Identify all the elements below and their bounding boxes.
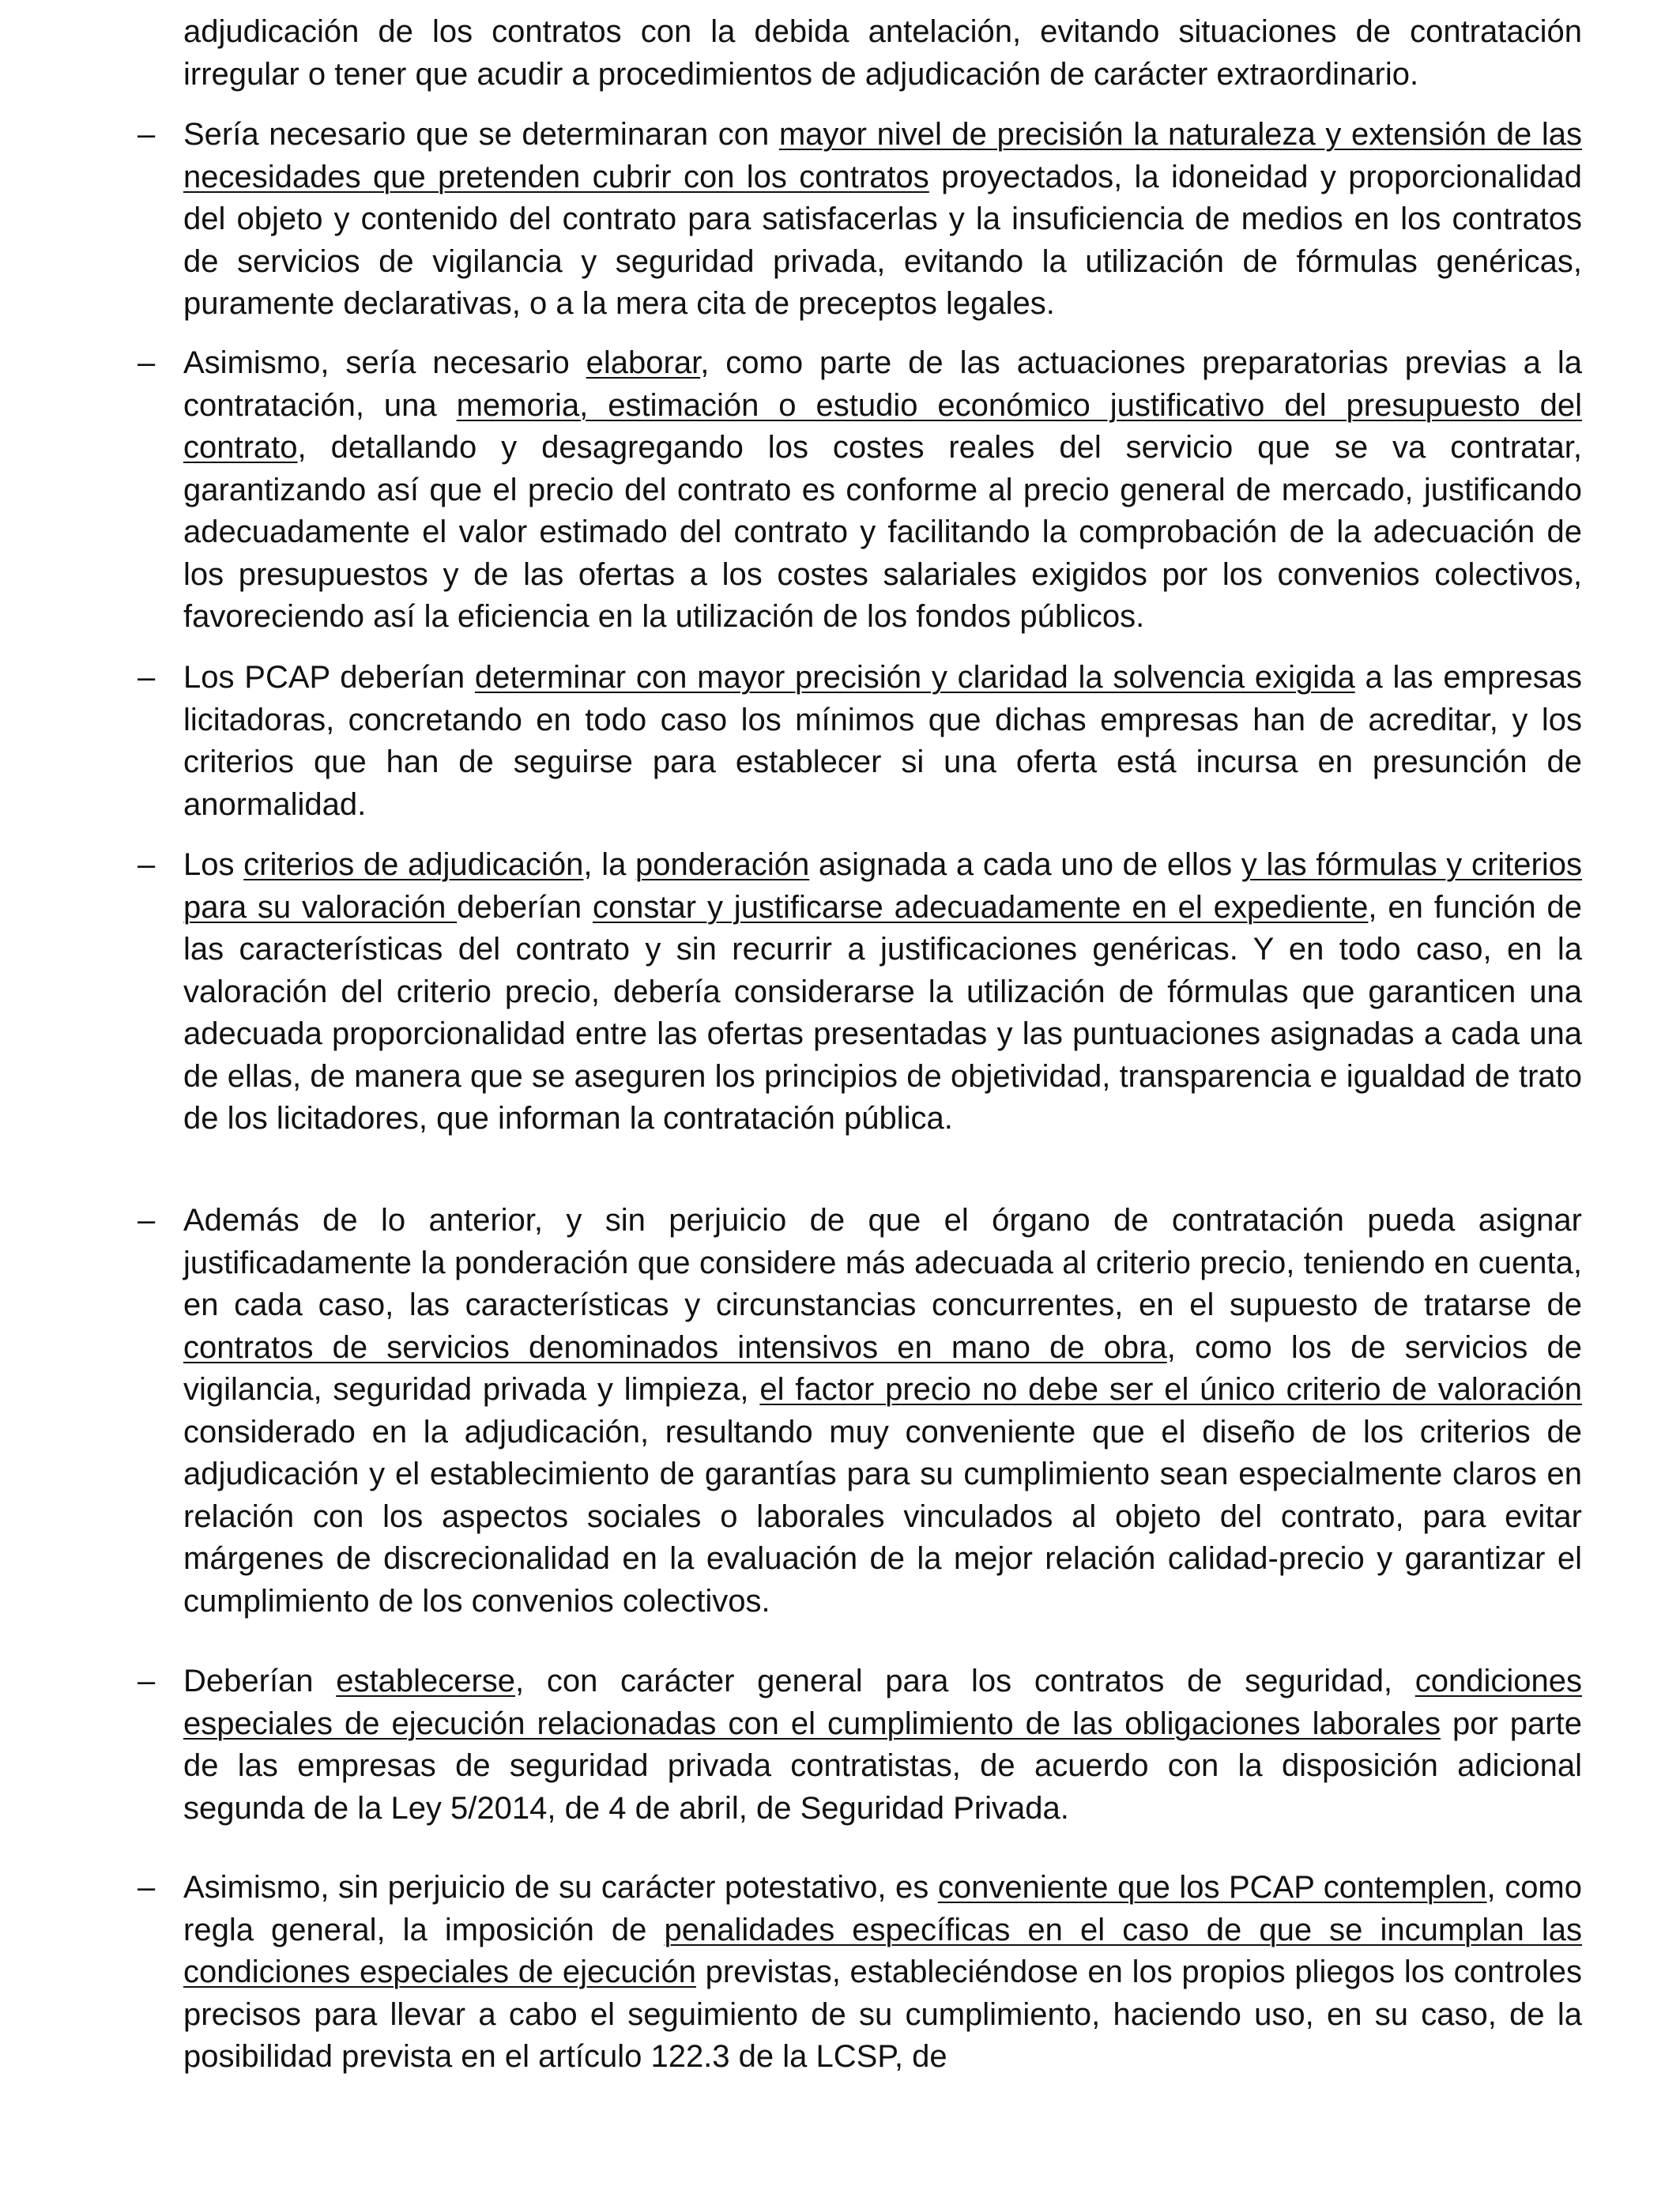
- paragraph-text: , como regla general, la imposición de: [183, 1870, 1583, 1947]
- underlined-text: condiciones especiales de ejecución relacionadas con el cumplimiento de las obligaciones laborales: [183, 1664, 1582, 1741]
- paragraph-text: , detallando y desagregando los costes reales del servicio que se va contratar, garantizando así que el precio del contrato es conforme al precio general de mercado, justificando adecuadamente el valor estimado del contrato y facilitando la comprobación de la adecuación de los presupuestos y de las ofertas a los costes salariales exigidos por los convenios colectivos, favoreciendo así la eficiencia en la utilización de los fondos públicos.: [183, 430, 1582, 634]
- paragraph-text: , en función de las características del contrato y sin recurrir a justificaciones genéricas. Y en todo caso, en la valoración del criterio precio, debería considerarse la utilización de fórmulas que garanticen una adecuada proporcionalidad entre las ofertas presentadas y las puntuaciones asignadas a cada una de ellas, de manera que se aseguren los principios de objetividad, transparencia e igualdad de trato de los licitadores, que informan la contratación pública.: [183, 889, 1583, 1136]
- underlined-text: mayor nivel de precisión la naturaleza y extensión de las necesidades que pretenden cubrir con los contratos: [183, 117, 1582, 194]
- paragraph: [183, 11, 1582, 96]
- paragraph: [137, 844, 1583, 1140]
- underlined-text: memoria, estimación o estudio económico justificativo del presupuesto del contrato: [183, 387, 1582, 465]
- paragraph-text: Los PCAP deberían: [183, 660, 475, 695]
- paragraph: [137, 657, 1583, 826]
- underlined-text: elaborar: [586, 345, 701, 380]
- paragraph-text: Además de lo anterior, y sin perjuicio de que el órgano de contratación pueda asignar justificadamente la ponderación que considere más adecuada al criterio precio, teniendo en cuenta, en cada caso, las características y circunstancias concurrentes, en el supuesto de tratarse de: [183, 1203, 1582, 1322]
- underlined-text: ponderación: [635, 847, 810, 882]
- underlined-text: constar y justificarse adecuadamente en el expediente: [592, 889, 1369, 925]
- paragraph: [137, 1200, 1583, 1623]
- paragraph-text: considerado en la adjudicación, resultando muy conveniente que el diseño de los criterios de adjudicación y el establecimiento de garantías para su cumplimiento sean especialmente claros en relación con los aspectos sociales o laborales vinculados al objeto del contrato, para evitar márgenes de discrecionalidad en la evaluación de la mejor relación calidad-precio y garantizar el cumplimiento de los convenios colectivos.: [183, 1414, 1582, 1619]
- paragraph-text: , como los de servicios de vigilancia, seguridad privada y limpieza,: [183, 1329, 1582, 1407]
- bullet-dash-icon: –: [137, 345, 156, 380]
- bullet-dash-icon: –: [137, 1664, 156, 1698]
- underlined-text: y las fórmulas y criterios para su valoración: [183, 847, 1582, 925]
- paragraph-text: por parte de las empresas de seguridad privada contratistas, de acuerdo con la disposición adicional segunda de la Ley 5/2014, de 4 de abril, de Seguridad Privada.: [183, 1706, 1582, 1826]
- paragraph-text: asignada a cada uno de ellos: [809, 847, 1241, 882]
- paragraph: [137, 342, 1582, 639]
- bullet-dash-icon: –: [137, 847, 156, 882]
- paragraph: [137, 114, 1583, 326]
- paragraph-text: Asimismo, sería necesario: [183, 345, 586, 380]
- paragraph-text: Deberían: [183, 1664, 337, 1698]
- paragraph-text: previstas, estableciéndose en los propios pliegos los controles precisos para llevar a cabo el seguimiento de su cumplimiento, haciendo uso, en su caso, de la posibilidad prevista en el artículo 122.3 de la LCSP, de: [183, 1955, 1582, 2074]
- underlined-text: conveniente que los PCAP contemplen: [937, 1870, 1487, 1905]
- underlined-text: criterios de adjudicación: [243, 847, 584, 882]
- paragraph-text: deberían: [457, 889, 593, 925]
- bullet-dash-icon: –: [137, 117, 156, 152]
- bullet-dash-icon: –: [137, 1203, 156, 1238]
- paragraph-text: , con carácter general para los contratos de seguridad,: [515, 1664, 1415, 1698]
- paragraph-text: Asimismo, sin perjuicio de su carácter potestativo, es: [183, 1870, 938, 1905]
- paragraph-text: Sería necesario que se determinaran con: [183, 117, 779, 152]
- bullet-dash-icon: –: [137, 1870, 156, 1905]
- underlined-text: contratos de servicios denominados intensivos en mano de obra: [183, 1329, 1167, 1365]
- paragraph-text: proyectados, la idoneidad y proporcionalidad del objeto y contenido del contrato para satisfacerlas y la insuficiencia de medios en los contratos de servicios de vigilancia y seguridad privada, evitando la utilización de fórmulas genéricas, puramente declarativas, o a la mera cita de preceptos legales.: [183, 159, 1583, 321]
- underlined-text: el factor precio no debe ser el único criterio de valoración: [759, 1372, 1583, 1407]
- underlined-text: establecerse: [336, 1664, 516, 1698]
- underlined-text: penalidades específicas en el caso de que se incumplan las condiciones especiales de ejecución: [183, 1912, 1582, 1989]
- paragraph: [137, 1867, 1583, 2079]
- underlined-text: determinar con mayor precisión y claridad la solvencia exigida: [474, 660, 1355, 695]
- paragraph-text: , la: [583, 847, 636, 882]
- paragraph-text: , como parte de las actuaciones preparatorias previas a la contratación, una: [183, 345, 1582, 423]
- paragraph-text: Los: [183, 847, 244, 882]
- bullet-dash-icon: –: [137, 660, 156, 695]
- paragraph-text: a las empresas licitadoras, concretando en todo caso los mínimos que dichas empresas han de acreditar, y los criterios que han de seguirse para establecer si una oferta está incursa en presunción de anormalidad.: [183, 660, 1583, 822]
- paragraph-text: adjudicación de los contratos con la debida antelación, evitando situaciones de contratación irregular o tener que acudir a procedimientos de adjudicación de carácter extraordinario.: [183, 14, 1582, 92]
- paragraph: [137, 1661, 1582, 1830]
